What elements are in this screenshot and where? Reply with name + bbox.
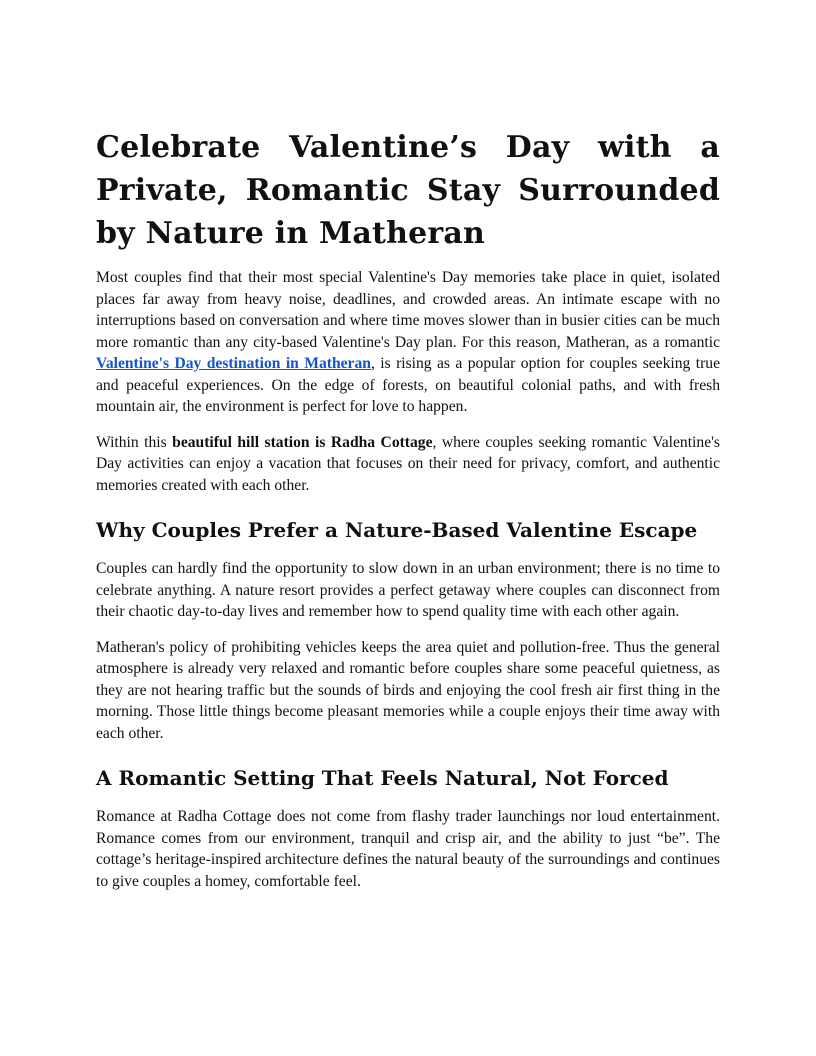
document-page [96,126,720,906]
bold-text: beautiful hill station is Radha Cottage [172,433,433,451]
section1-paragraph-1: Couples can hardly find the opportunity to slow down in an urban environment; there is no time to celebrate anything. A nature resort provides a perfect getaway where couples can disconnect from their chaotic day-to-day lives and remember how to spend quality time with each other again. [96,560,720,620]
document-title: Celebrate Valentine’s Day with a Private, Romantic Stay Surrounded by Nature in Matheran [96,130,720,251]
intro-paragraph-2 [96,432,720,497]
text: Most couples find that their most special Valentine's Day memories take place in quiet, isolated places far away from heavy noise, deadlines, and crowded areas. An intimate escape with no interruptions based on conversation and where time moves slower than in busier cities can be much more romantic than any city-based Valentine's Day plan. For this reason, Matheran, as a romantic [96,269,720,351]
section1-paragraph-2: Matheran's policy of prohibiting vehicles keeps the area quiet and pollution-free. Thus the general atmosphere is already very relaxed and romantic before couples share some peaceful quietness, as they are not hearing traffic but the sounds of birds and enjoying the cool fresh air first thing in the morning. Those little things become pleasant memories while a couple enjoys their time away with each other. [96,638,720,742]
text: Within this [96,433,173,451]
text: , where couples seeking romantic Valentine's Day activities can enjoy a vacation that focuses on their need for privacy, comfort, and authentic memories created with each other. [96,433,720,494]
section-heading: Why Couples Prefer a Nature-Based Valentine Escape [96,518,698,542]
section2-paragraph-1: Romance at Radha Cottage does not come from flashy trader launchings nor loud entertainment. Romance comes from our environment, tranquil and crisp air, and the ability to just “be”. The cottage’s heritage-inspired architecture defines the natural beauty of the surroundings and continues to give couples a homey, comfortable feel. [96,808,720,890]
section-heading: A Romantic Setting That Feels Natural, Not Forced [96,766,669,790]
intro-paragraph-1 [96,267,720,418]
valentines-destination-link[interactable]: Valentine's Day destination in Matheran [96,355,371,372]
text: , is rising as a popular option for couples seeking true and peaceful experiences. On the edge of forests, on beautiful colonial paths, and with fresh mountain air, the environment is perfect for love to happen. [96,355,720,415]
